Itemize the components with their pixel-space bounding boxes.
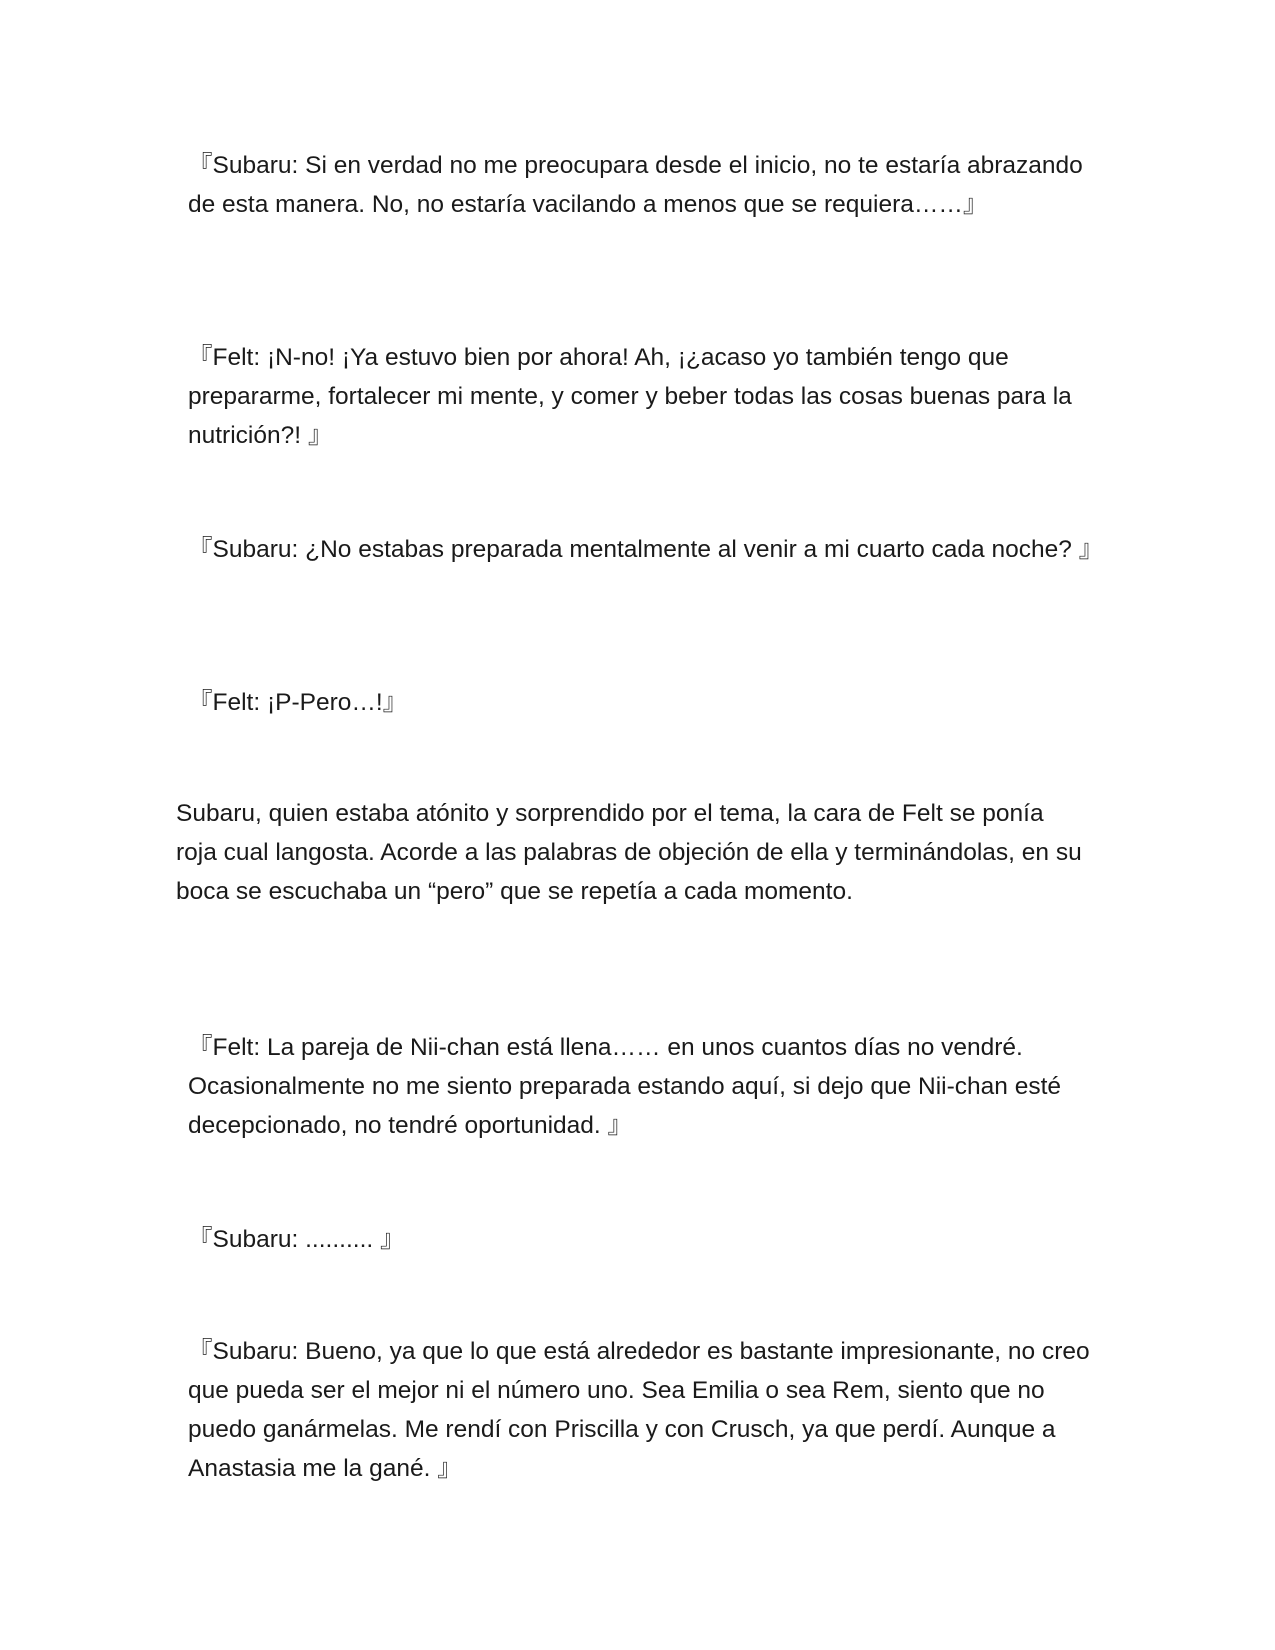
paragraph-7: 『Subaru: .......... 』 — [188, 1226, 405, 1253]
paragraph-3: 『Subaru: ¿No estabas preparada mentalmente al venir a mi cuarto cada noche? 』 — [188, 536, 1104, 563]
paragraph-1: 『Subaru: Si en verdad no me preocupara desde el inicio, no te estaría abrazando de esta manera. No, no estaría vacilando a menos que se requiera……』 — [188, 152, 1083, 218]
paragraph-4: 『Felt: ¡P-Pero…!』 — [188, 689, 408, 716]
paragraph-5: Subaru, quien estaba atónito y sorprendido por el tema, la cara de Felt se ponía roja cual langosta. Acorde a las palabras de objeción de ella y terminándolas, en su boca se escuchaba un “pero” que se repetía a cada momento. — [176, 800, 1082, 905]
paragraph-8: 『Subaru: Bueno, ya que lo que está alrededor es bastante impresionante, no creo que pueda ser el mejor ni el número uno. Sea Emilia o sea Rem, siento que no puedo ganármelas. Me rendí con Priscilla y con Crusch, ya que perdí. Aunque a Anastasia me la gané. 』 — [188, 1338, 1090, 1482]
paragraph-6: 『Felt: La pareja de Nii-chan está llena…… en unos cuantos días no vendré. Ocasionalmente no me siento preparada estando aquí, si dejo que Nii-chan esté decepcionado, no tendré oportunidad. 』 — [188, 1034, 1062, 1139]
paragraph-2: 『Felt: ¡N-no! ¡Ya estuvo bien por ahora! Ah, ¡¿acaso yo también tengo que prepararme, fortalecer mi mente, y comer y beber todas las cosas buenas para la nutrición?! 』 — [188, 344, 1072, 449]
